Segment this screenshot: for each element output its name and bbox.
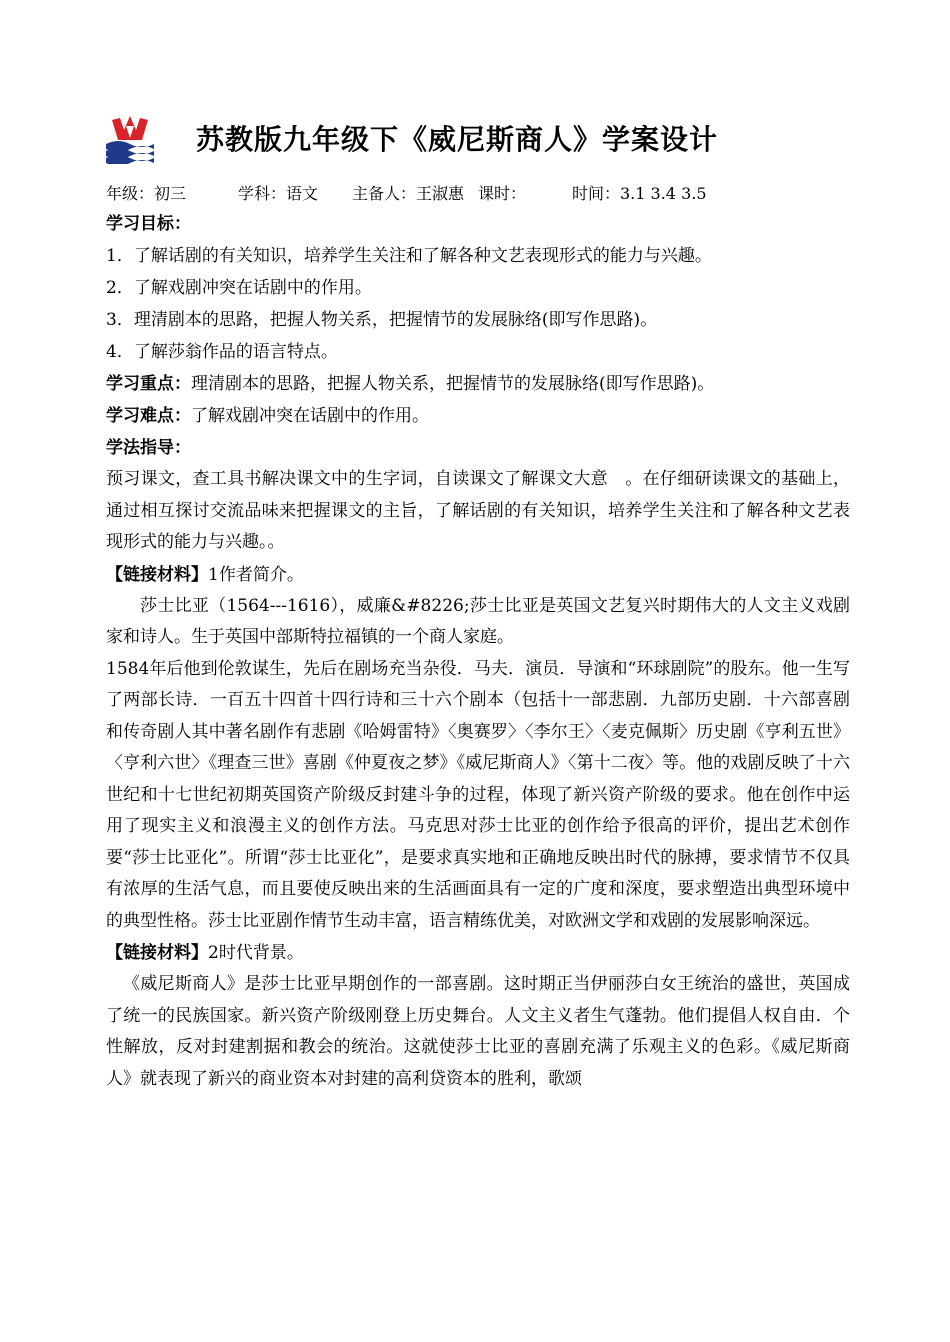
meta-grade: 年级：初三 <box>106 184 187 203</box>
method-text: 预习课文，查工具书解决课文中的生字词，自读课文了解课文大意 。在仔细研读课文的基础上，通过相互探讨交流品味来把握课文的主旨，了解话剧的有关知识，培养学生关注和了解各种文艺表现形式的能力与兴趣。。 <box>106 469 850 552</box>
material1-para2: 1584年后他到伦敦谋生，先后在剧场充当杂役．马夫．演员．导演和“环球剧院”的股东。他一生写了两部长诗．一百五十四首十四行诗和三十六个剧本（包括十一部悲剧．九部历史剧．十六部喜剧和传奇剧人其中著名剧作有悲剧《哈姆雷特》〈奥赛罗〉〈李尔王〉〈麦克佩斯〉历史剧《亨利五世》〈亨利六世〉《理查三世》喜剧《仲夏夜之梦》《威尼斯商人》〈第十二夜〉等。他的戏剧反映了十六世纪和十七世纪初期英国资产阶级反封建斗争的过程，体现了新兴资产阶级的要求。他在创作中运用了现实主义和浪漫主义的创作方法。马克思对莎士比亚的创作给予很高的评价，提出艺术创作要“莎士比亚化”。所谓“莎士比亚化”，是要求真实地和正确地反映出时代的脉搏，要求情节不仅具有浓厚的生活气息，而且要使反映出来的生活画面具有一定的广度和深度，要求塑造出典型环境中的典型性格。莎士比亚剧作情节生动丰富，语言精练优美，对欧洲文学和戏剧的发展影响深远。 <box>106 658 850 931</box>
goal-item-1: 1．了解话剧的有关知识，培养学生关注和了解各种文艺表现形式的能力与兴趣。 <box>106 246 712 266</box>
focus-line <box>106 368 850 400</box>
goal-item-2: 2．了解戏剧冲突在话剧中的作用。 <box>106 278 372 298</box>
material1-para1: 莎士比亚（1564---1616），威廉&#8226;莎士比亚是英国文艺复兴时期伟大的人文主义戏剧家和诗人。生于英国中部斯特拉福镇的一个商人家庭。 <box>106 595 850 647</box>
meta-preparer: 主备人：王淑惠 <box>352 184 465 203</box>
page-title: 苏教版九年级下《威尼斯商人》学案设计 <box>196 123 719 156</box>
focus-label: 学习重点： <box>106 374 191 394</box>
material1-label: 【链接材料】 <box>106 564 208 585</box>
goals-heading: 学习目标： <box>106 214 191 234</box>
difficulty-label: 学习难点： <box>106 406 191 426</box>
meta-line <box>106 180 850 208</box>
method-heading: 学法指导： <box>106 438 191 458</box>
focus-text: 理清剧本的思路，把握人物关系，把握情节的发展脉络(即写作思路)。 <box>191 374 715 394</box>
meta-subject: 学科：语文 <box>238 184 319 203</box>
difficulty-line <box>106 400 850 432</box>
meta-period: 课时： <box>478 184 527 203</box>
material2-title: 2时代背景。 <box>208 943 304 963</box>
school-logo-icon <box>106 114 154 164</box>
goal-item-3: 3．理清剧本的思路，把握人物关系，把握情节的发展脉络(即写作思路)。 <box>106 310 658 330</box>
document-page <box>106 108 850 1095</box>
material1-title: 1作者简介。 <box>208 564 304 585</box>
meta-time: 时间：3.1 3.4 3.5 <box>572 184 707 203</box>
goal-item-4: 4．了解莎翁作品的语言特点。 <box>106 342 338 362</box>
material2-heading <box>106 937 850 969</box>
material2-para1: 《威尼斯商人》是莎士比亚早期创作的一部喜剧。这时期正当伊丽莎白女王统治的盛世，英国成了统一的民族国家。新兴资产阶级刚登上历史舞台。人文主义者生气蓬勃。他们提倡人权自由．个性解放，反对封建割据和教会的统治。这就使莎士比亚的喜剧充满了乐观主义的色彩。《威尼斯商人》就表现了新兴的商业资本对封建的高利贷资本的胜利，歌颂 <box>106 974 850 1089</box>
difficulty-text: 了解戏剧冲突在话剧中的作用。 <box>191 406 429 426</box>
document-header <box>106 108 850 168</box>
material2-label: 【链接材料】 <box>106 943 208 963</box>
material1-heading <box>106 559 850 591</box>
